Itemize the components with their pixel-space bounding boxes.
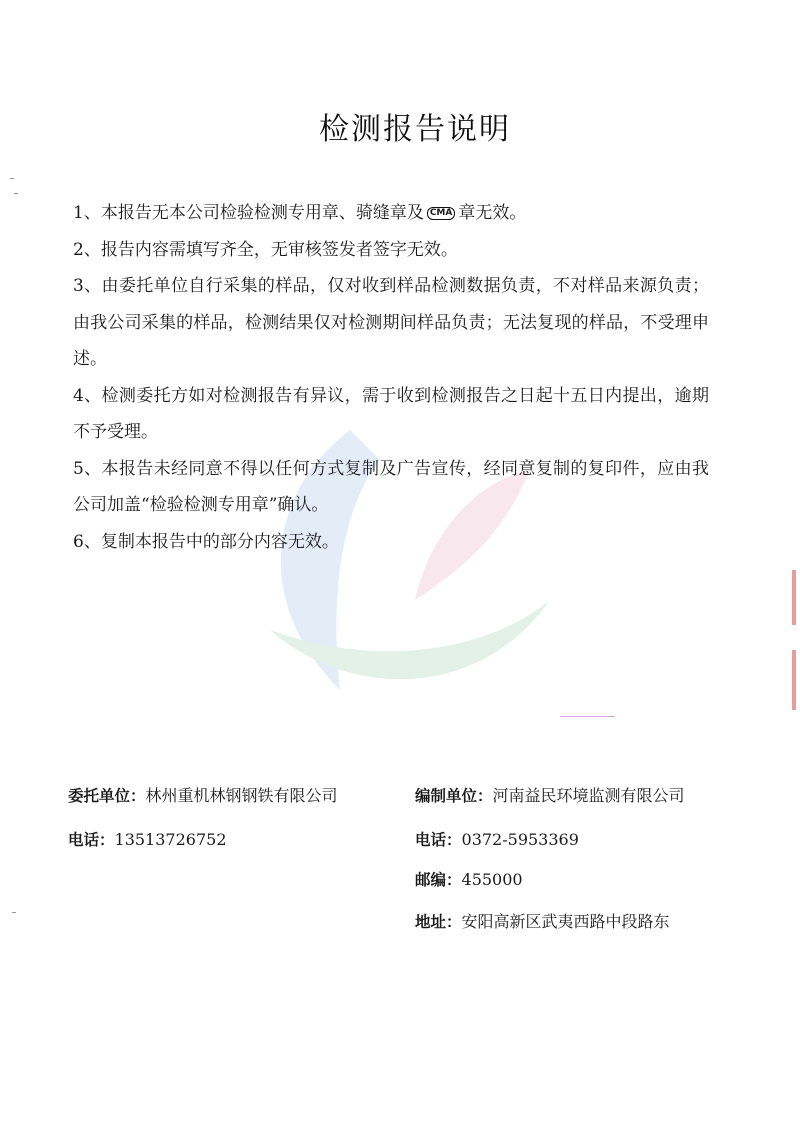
seam-stamp-fragment [792, 650, 796, 710]
notes-list [73, 195, 709, 560]
compiler-address-label: 地址： [415, 913, 462, 931]
compiler-phone-label: 电话： [415, 831, 462, 849]
note-item: 2、报告内容需填写齐全，无审核签发者签字无效。 [73, 239, 458, 260]
compiler-phone [415, 828, 579, 850]
compiler-address-value: 安阳高新区武夷西路中段路东 [461, 912, 670, 931]
note-item: 3、由委托单位自行采集的样品，仅对收到样品检测数据负责，不对样品来源负责；由我公司采集的样品，检测结果仅对检测期间样品负责；无法复现的样品，不受理申述。 [73, 276, 709, 369]
seam-stamp-fragment [792, 570, 796, 625]
note-text-end: 章无效。 [458, 203, 527, 223]
client-unit-label: 委托单位： [68, 787, 146, 805]
cma-mark-icon: CMA [427, 207, 456, 220]
note-item [73, 195, 709, 232]
note-item: 6、复制本报告中的部分内容无效。 [73, 531, 339, 552]
compiler-unit-label: 编制单位： [415, 787, 493, 805]
compiler-postcode-label: 邮编： [415, 871, 462, 889]
client-unit-value: 林州重机林钢钢铁有限公司 [145, 786, 338, 805]
note-item: 4、检测委托方如对检测报告有异议，需于收到检测报告之日起十五日内提出，逾期不予受理。 [73, 385, 709, 442]
client-phone-label: 电话： [68, 831, 115, 849]
note-item: 5、本报告未经同意不得以任何方式复制及广告宣传，经同意复制的复印件，应由我公司加盖“检验检测专用章”确认。 [73, 458, 709, 515]
scan-speck [10, 178, 14, 179]
page-title: 检测报告说明 [319, 112, 511, 147]
scan-speck [12, 912, 16, 913]
compiler-unit-value: 河南益民环境监测有限公司 [492, 786, 685, 805]
compiler-address [415, 909, 670, 932]
client-phone [68, 828, 227, 850]
note-text: 1、本报告无本公司检验检测专用章、骑缝章及 [73, 203, 424, 223]
scan-speck [560, 716, 615, 717]
client-phone-value: 13513726752 [114, 830, 227, 849]
compiler-postcode [415, 868, 523, 890]
client-unit [68, 783, 338, 806]
compiler-postcode-value: 455000 [461, 870, 523, 889]
scan-speck [14, 193, 18, 194]
compiler-unit [415, 783, 685, 806]
compiler-phone-value: 0372-5953369 [461, 830, 579, 849]
